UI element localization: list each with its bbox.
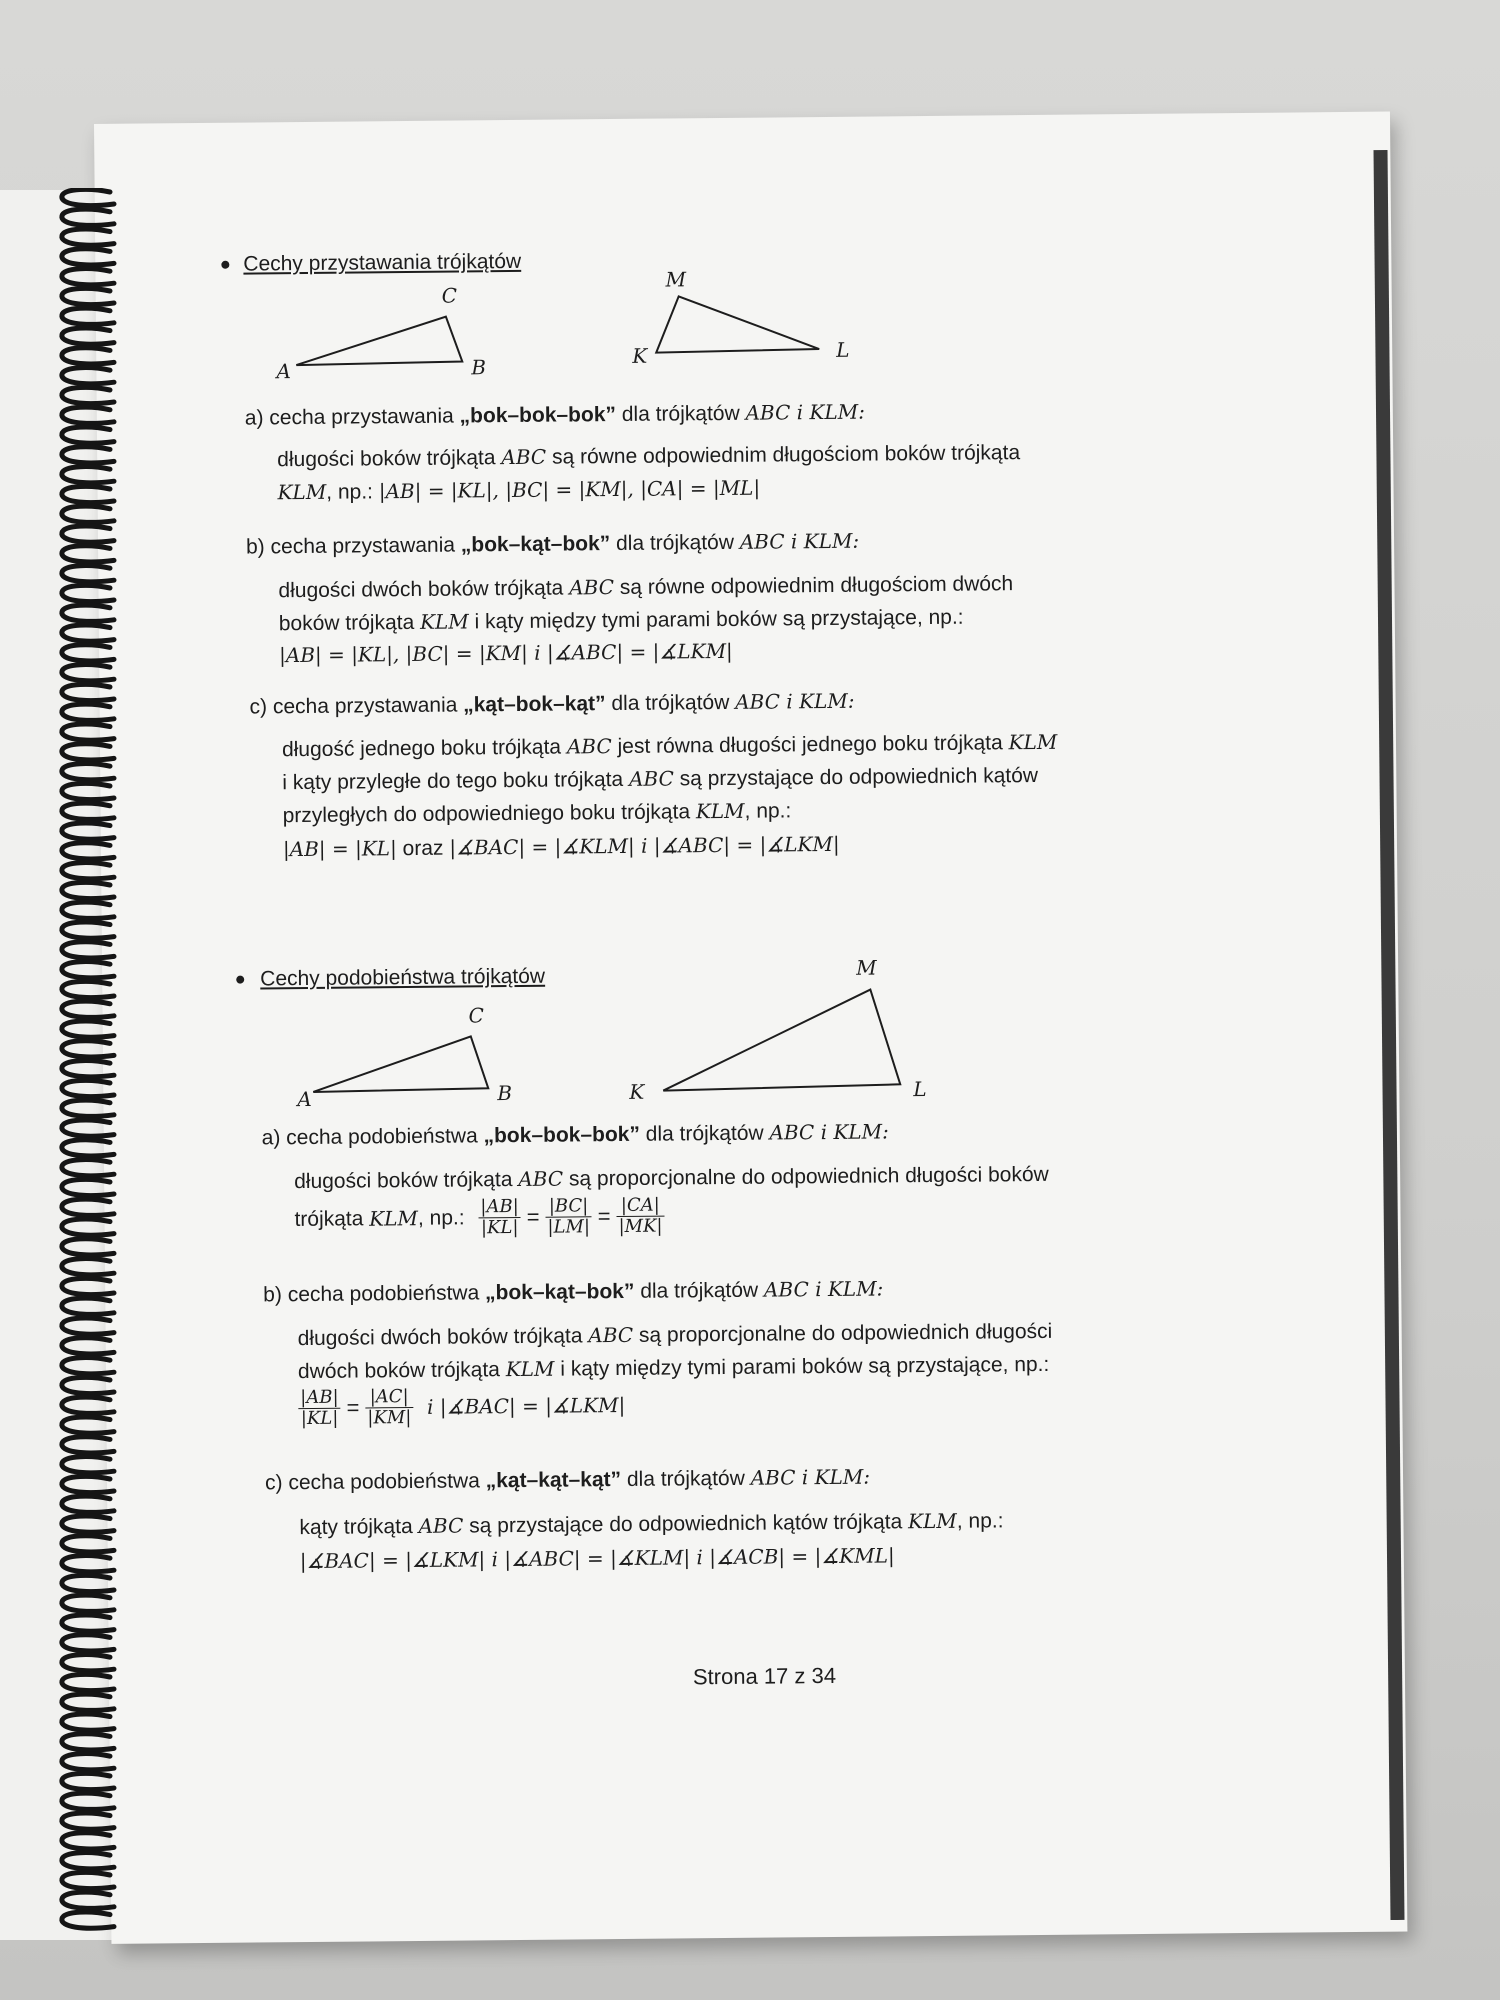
similarity-b-line1: długości dwóch boków trójkąta ABC są proporcjonalne do odpowiednich długości — [297, 1319, 1053, 1351]
spiral-coil — [62, 1160, 114, 1176]
label-L: L — [836, 337, 850, 362]
congruence-b-line1: długości dwóch boków trójkąta ABC są równe odpowiednim długościom dwóch — [278, 572, 1014, 603]
spiral-coil — [62, 288, 114, 304]
spiral-coil — [62, 526, 114, 542]
spiral-coil — [62, 962, 114, 978]
spiral-coil — [62, 1120, 114, 1136]
spiral-coil — [62, 764, 114, 780]
congruence-c-title: c) cecha przystawania „kąt–bok–kąt” dla trójkątów ABC i KLM: — [249, 688, 855, 719]
spiral-coil — [62, 1872, 114, 1888]
spiral-coil — [62, 1021, 114, 1037]
spiral-coil — [62, 229, 114, 245]
spiral-coil — [62, 368, 114, 384]
spiral-coil — [62, 843, 114, 859]
page-number: Strona 17 z 34 — [692, 1662, 837, 1690]
heading-congruence: Cechy przystawania trójkątów — [243, 249, 522, 276]
spiral-coil — [62, 1674, 114, 1690]
spiral-coil — [62, 1437, 114, 1453]
congruence-c-line4: |AB| = |KL| oraz |∡BAC| = |∡KLM| i |∡ABC| = |∡LKM| — [282, 831, 840, 862]
label-B: B — [497, 1081, 513, 1106]
spiral-coil — [62, 665, 114, 681]
spiral-coil — [62, 249, 114, 265]
spiral-coil — [62, 1516, 114, 1532]
label-K: K — [632, 343, 648, 368]
spiral-coil — [62, 981, 114, 997]
spiral-coil — [62, 486, 114, 502]
spiral-coil — [62, 1259, 114, 1275]
spiral-coil — [62, 585, 114, 601]
spiral-coil — [62, 1615, 114, 1631]
label-A: A — [276, 359, 291, 384]
spiral-coil — [62, 308, 114, 324]
spiral-coil — [62, 1833, 114, 1849]
spiral-coil — [62, 1358, 114, 1374]
spiral-coil — [62, 823, 114, 839]
spiral-coil — [62, 506, 114, 522]
spiral-coil — [62, 704, 114, 720]
spiral-coil — [62, 1734, 114, 1750]
spiral-coil — [62, 1061, 114, 1077]
spiral-coil — [62, 605, 114, 621]
spiral-coil — [62, 1476, 114, 1492]
similarity-b-line2: dwóch boków trójkąta KLM i kąty między tymi parami boków są przystające, np.: — [297, 1352, 1050, 1384]
spiral-coil — [62, 447, 114, 463]
similarity-b-line3: $\frac{|AB|}{|KL|}$ = $\frac{|AC|}{|KM|}$ i |∡BAC| = |∡LKM| — [300, 1386, 626, 1429]
triangle-abc-congruence — [266, 280, 527, 392]
spiral-coil — [62, 1892, 114, 1908]
spiral-coil — [62, 744, 114, 760]
spiral-coil — [62, 1199, 114, 1215]
spiral-coil — [62, 189, 114, 205]
spiral-coil — [62, 1635, 114, 1651]
label-C: C — [468, 1003, 485, 1028]
bullet-congruence — [221, 261, 229, 269]
similarity-c-line2: |∡BAC| = |∡LKM| i |∡ABC| = |∡KLM| i |∡ACB| = |∡KML| — [299, 1543, 895, 1574]
spiral-coil — [62, 1338, 114, 1354]
congruence-a-line2: KLM, np.: |AB| = |KL|, |BC| = |KM|, |CA| = |ML| — [277, 475, 761, 505]
spiral-coil — [62, 1298, 114, 1314]
congruence-a-title: a) cecha przystawania „bok–bok–bok” dla trójkątów ABC i KLM: — [244, 399, 866, 430]
spiral-coil — [62, 1397, 114, 1413]
spiral-coil — [62, 1417, 114, 1433]
spiral-coil — [62, 1813, 114, 1829]
spiral-coil — [62, 1536, 114, 1552]
similarity-a-line2: trójkąta KLM, np.: $\frac{|AB|}{|KL|}$ = $\frac{|BC|}{|LM|}$ = $\frac{|CA|}{|MK|}$ — [294, 1194, 663, 1239]
spiral-coil — [62, 1219, 114, 1235]
triangle-klm-congruence — [625, 267, 866, 379]
spiral-coil — [62, 1912, 114, 1928]
spiral-coil — [62, 645, 114, 661]
spiral-coil — [62, 1714, 114, 1730]
similarity-a-title: a) cecha podobieństwa „bok–bok–bok” dla trójkątów ABC i KLM: — [261, 1119, 889, 1150]
spiral-coil — [62, 209, 114, 225]
congruence-b-title: b) cecha przystawania „bok–kąt–bok” dla trójkątów ABC i KLM: — [245, 528, 860, 559]
spiral-coil — [62, 1496, 114, 1512]
spiral-coil — [62, 1140, 114, 1156]
spiral-coil — [62, 783, 114, 799]
spiral-coil — [62, 467, 114, 483]
congruence-c-line2: i kąty przyległe do tego boku trójkąta ABC są przystające do odpowiednich kątów — [282, 763, 1039, 795]
spiral-coil — [62, 387, 114, 403]
spiral-binding — [52, 188, 172, 1948]
spiral-coil — [62, 863, 114, 879]
spiral-coil — [62, 1278, 114, 1294]
spiral-coil — [62, 1457, 114, 1473]
label-C: C — [441, 283, 458, 308]
spiral-coil — [62, 1080, 114, 1096]
congruence-b-line2: boków trójkąta KLM i kąty między tymi parami boków są przystające, np.: — [278, 605, 964, 636]
document-page — [94, 112, 1407, 1944]
label-K: K — [629, 1079, 645, 1104]
heading-similarity: Cechy podobieństwa trójkątów — [260, 964, 546, 991]
spiral-coil — [62, 1575, 114, 1591]
spiral-coil — [62, 1853, 114, 1869]
triangle-abc-similarity — [282, 990, 543, 1112]
bullet-similarity — [236, 976, 244, 984]
spiral-coil — [62, 803, 114, 819]
spiral-coil — [62, 1793, 114, 1809]
spiral-coil — [62, 625, 114, 641]
spiral-coil — [62, 1179, 114, 1195]
spiral-coil — [62, 1041, 114, 1057]
spiral-coil — [62, 1655, 114, 1671]
spiral-coil — [62, 1556, 114, 1572]
similarity-b-title: b) cecha podobieństwa „bok–kąt–bok” dla trójkątów ABC i KLM: — [263, 1276, 884, 1307]
spiral-coil — [62, 724, 114, 740]
spiral-coil — [62, 882, 114, 898]
spiral-coil — [62, 684, 114, 700]
spiral-coil — [62, 407, 114, 423]
label-M: M — [665, 267, 687, 292]
spiral-coil — [62, 1595, 114, 1611]
spiral-coil — [62, 427, 114, 443]
congruence-a-line1: długości boków trójkąta ABC są równe odpowiednim długościom boków trójkąta — [277, 441, 1021, 472]
similarity-a-line1: długości boków trójkąta ABC są proporcjonalne do odpowiednich długości boków — [294, 1162, 1049, 1194]
spiral-coil — [62, 922, 114, 938]
spiral-coil — [62, 1100, 114, 1116]
congruence-b-line3: |AB| = |KL|, |BC| = |KM| i |∡ABC| = |∡LKM| — [278, 638, 733, 668]
label-B: B — [471, 355, 487, 380]
label-M: M — [856, 955, 877, 980]
spiral-coil — [62, 942, 114, 958]
spiral-coil — [62, 546, 114, 562]
spiral-coil — [62, 1754, 114, 1770]
spiral-coil — [62, 566, 114, 582]
spiral-coil — [62, 902, 114, 918]
congruence-c-line1: długość jednego boku trójkąta ABC jest równa długości jednego boku trójkąta KLM — [281, 729, 1058, 762]
spiral-coil — [62, 348, 114, 364]
similarity-c-title: c) cecha podobieństwa „kąt–kąt–kąt” dla trójkątów ABC i KLM: — [264, 1464, 871, 1495]
label-A: A — [297, 1086, 312, 1112]
spiral-coil — [62, 1377, 114, 1393]
spiral-coil — [62, 1239, 114, 1255]
spiral-coil — [62, 1318, 114, 1334]
spiral-coil — [62, 1694, 114, 1710]
triangle-klm-similarity — [622, 946, 934, 1119]
spiral-coil — [62, 1001, 114, 1017]
spiral-coil — [62, 328, 114, 344]
similarity-c-line1: kąty trójkąta ABC są przystające do odpowiednich kątów trójkąta KLM, np.: — [299, 1508, 1004, 1540]
label-L: L — [913, 1077, 927, 1102]
spiral-coil — [62, 1773, 114, 1789]
congruence-c-line3: przyległych do odpowiedniego boku trójkąta KLM, np.: — [282, 798, 792, 828]
spiral-coil — [62, 269, 114, 285]
